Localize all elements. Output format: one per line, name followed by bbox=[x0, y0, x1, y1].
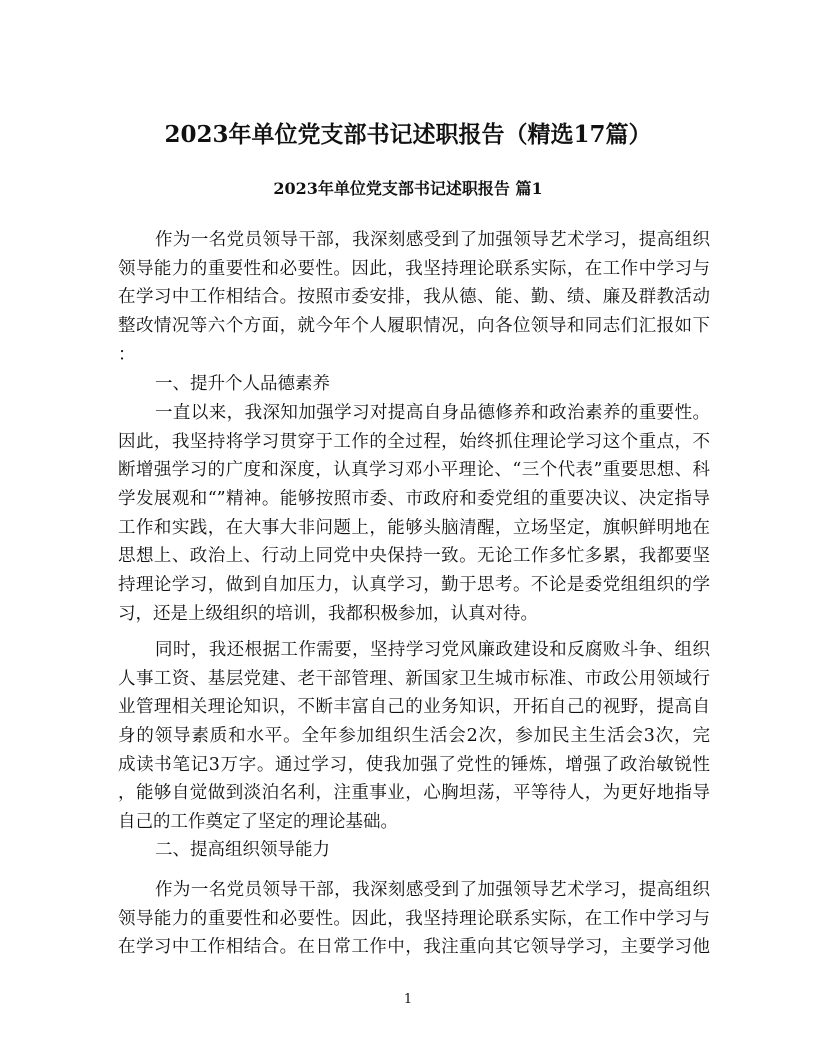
paragraph-line: 作为一名党员领导干部，我深刻感受到了加强领导艺术学习，提高组织 bbox=[155, 230, 710, 250]
paragraph-line: 持理论学习，做到自加压力，认真学习，勤于思考。不论是委党组组织的学 bbox=[118, 575, 710, 596]
paragraph-line: 工作和实践，在大事大非问题上，能够头脑清醒，立场坚定，旗帜鲜明地在 bbox=[118, 517, 710, 538]
paragraph-line: 作为一名党员领导干部，我深刻感受到了加强领导艺术学习，提高组织 bbox=[155, 880, 710, 900]
section-heading-2: 二、提高组织领导能力 bbox=[155, 840, 330, 860]
paragraph-line: 一直以来，我深知加强学习对提高自身品德修养和政治素养的重要性。 bbox=[155, 403, 710, 423]
paragraph-line: 成读书笔记3万字。通过学习，使我加强了党性的锤炼，增强了政治敏锐性 bbox=[118, 754, 710, 775]
paragraph-line: 人事工资、基层党建、老干部管理、新国家卫生城市标准、市政公用领域行 bbox=[118, 668, 710, 689]
paragraph-line: 整改情况等六个方面，就今年个人履职情况，向各位领导和同志们汇报如下 bbox=[118, 316, 710, 337]
paragraph-4 bbox=[118, 876, 710, 962]
paragraph-line: 同时，我还根据工作需要，坚持学习党风廉政建设和反腐败斗争、组织 bbox=[155, 640, 710, 660]
page-number: 1 bbox=[403, 992, 413, 1007]
paragraph-line: 因此，我坚持将学习贯穿于工作的全过程，始终抓住理论学习这个重点，不 bbox=[118, 431, 710, 452]
paragraph-line: 思想上、政治上、行动上同党中央保持一致。无论工作多忙多累，我都要坚 bbox=[118, 546, 710, 567]
section-heading-1: 一、提升个人品德素养 bbox=[155, 374, 330, 394]
paragraph-3 bbox=[118, 636, 710, 837]
paragraph-1 bbox=[118, 226, 710, 369]
paragraph-line: 领导能力的重要性和必要性。因此，我坚持理论联系实际，在工作中学习与 bbox=[118, 258, 710, 279]
paragraph-line: 在学习中工作相结合。在日常工作中，我注重向其它领导学习，主要学习他 bbox=[118, 937, 710, 958]
paragraph-2 bbox=[118, 399, 710, 629]
paragraph-line: 断增强学习的广度和深度，认真学习邓小平理论、“三个代表”重要思想、科 bbox=[118, 460, 710, 481]
paragraph-line: 在学习中工作相结合。按照市委安排，我从德、能、勤、绩、廉及群教活动 bbox=[118, 287, 710, 308]
paragraph-line: 习，还是上级组织的培训，我都积极参加，认真对待。 bbox=[118, 603, 538, 624]
paragraph-line: 学发展观和“”精神。能够按照市委、市政府和委党组的重要决议、决定指导 bbox=[118, 489, 710, 510]
section-subtitle: 2023年单位党支部书记述职报告 篇1 bbox=[273, 179, 543, 198]
paragraph-line: ，能够自觉做到淡泊名利，注重事业，心胸坦荡，平等待人，为更好地指导 bbox=[118, 783, 710, 804]
paragraph-line: 业管理相关理论知识，不断丰富自己的业务知识，开拓自己的视野，提高自 bbox=[118, 697, 710, 718]
paragraph-line: 自己的工作奠定了坚定的理论基础。 bbox=[118, 812, 398, 833]
paragraph-line: 身的领导素质和水平。全年参加组织生活会2次，参加民主生活会3次，完 bbox=[118, 726, 710, 747]
paragraph-line: ： bbox=[118, 344, 136, 365]
paragraph-line: 领导能力的重要性和必要性。因此，我坚持理论联系实际，在工作中学习与 bbox=[118, 908, 710, 929]
document-title: 2023年单位党支部书记述职报告（精选17篇） bbox=[164, 121, 652, 148]
